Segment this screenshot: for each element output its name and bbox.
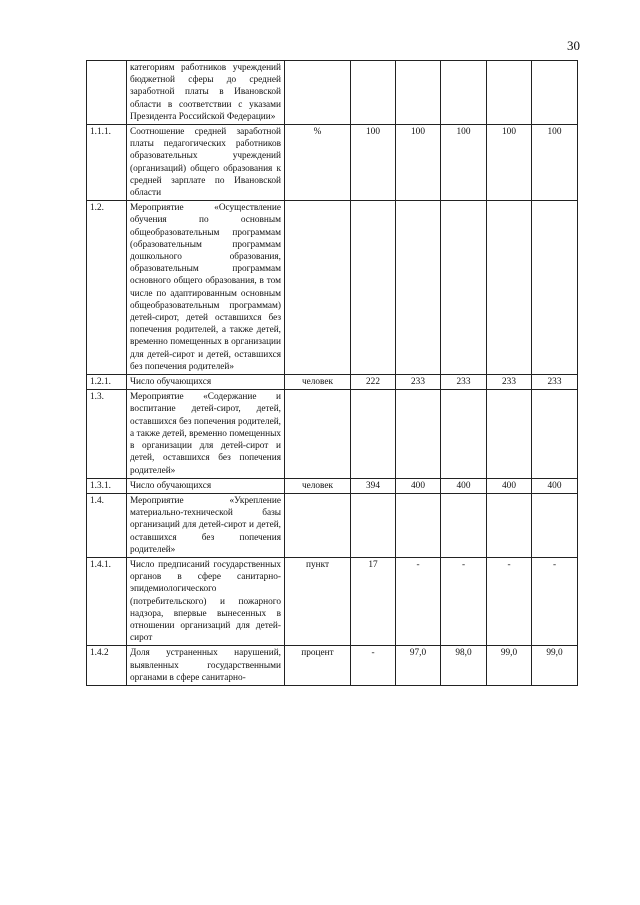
row-value-cell-2: 233 — [396, 375, 441, 390]
row-value-cell-2 — [396, 61, 441, 125]
row-value-cell-3: 233 — [441, 375, 487, 390]
row-value-cell-5: 233 — [532, 375, 578, 390]
row-value-cell-2: 400 — [396, 478, 441, 493]
row-value-cell-3 — [441, 61, 487, 125]
row-number-cell: 1.4.2 — [87, 646, 127, 686]
row-unit-cell: % — [285, 125, 351, 201]
row-value-cell-2: - — [396, 557, 441, 645]
row-name-cell: Мероприятие «Укрепление материально-технической базы организаций для детей-сирот и детей, оставшихся без попечения родителей» — [127, 493, 285, 557]
row-value-cell-2: 97,0 — [396, 646, 441, 686]
row-name-cell: категориям работников учреждений бюджетной сферы до средней заработной платы в Ивановской области в соответствии с указами Президента Российской Федерации» — [127, 61, 285, 125]
row-name-cell: Число обучающихся — [127, 478, 285, 493]
table-row — [87, 493, 578, 557]
table-row — [87, 375, 578, 390]
row-value-cell-1: 17 — [351, 557, 396, 645]
table-row — [87, 61, 578, 125]
row-value-cell-5 — [532, 61, 578, 125]
row-unit-cell — [285, 493, 351, 557]
row-name-cell: Соотношение средней заработной платы педагогических работников образовательных учреждений (организаций) общего образования к средней зарплате по Ивановской области — [127, 125, 285, 201]
page-number: 30 — [567, 38, 580, 53]
table-row — [87, 125, 578, 201]
row-unit-cell: человек — [285, 375, 351, 390]
row-value-cell-4: 99,0 — [487, 646, 532, 686]
table-row — [87, 390, 578, 478]
table-row — [87, 557, 578, 645]
row-name-cell: Число обучающихся — [127, 375, 285, 390]
row-number-cell: 1.2. — [87, 201, 127, 375]
row-value-cell-4 — [487, 493, 532, 557]
row-unit-cell: человек — [285, 478, 351, 493]
row-value-cell-4 — [487, 390, 532, 478]
row-value-cell-4: 400 — [487, 478, 532, 493]
row-unit-cell: процент — [285, 646, 351, 686]
row-value-cell-3 — [441, 390, 487, 478]
row-value-cell-4: - — [487, 557, 532, 645]
row-value-cell-1: 222 — [351, 375, 396, 390]
row-value-cell-4: 233 — [487, 375, 532, 390]
row-value-cell-1: 100 — [351, 125, 396, 201]
row-name-cell: Доля устраненных нарушений, выявленных государственными органами в сфере санитарно- — [127, 646, 285, 686]
row-name-cell: Число предписаний государственных органов в сфере санитарно-эпидемиологического (потребительского) и пожарного надзора, впервые вынесенных в отношении организаций для детей-сирот — [127, 557, 285, 645]
row-value-cell-5: 99,0 — [532, 646, 578, 686]
table-row — [87, 646, 578, 686]
row-value-cell-1: - — [351, 646, 396, 686]
row-value-cell-3: - — [441, 557, 487, 645]
row-name-cell: Мероприятие «Осуществление обучения по основным общеобразовательным программам (образовательным программам дошкольного образования, образовательным программам основного общего образования, в том числе по адаптированным основным общеобразовательным программам) детей-сирот, детей оставшихся без попечения родителей, а также детей, временно помещенных в организации для детей-сирот и детей, оставшихся без попечения родителей» — [127, 201, 285, 375]
row-number-cell: 1.3. — [87, 390, 127, 478]
row-number-cell: 1.4. — [87, 493, 127, 557]
row-value-cell-3 — [441, 201, 487, 375]
row-unit-cell — [285, 390, 351, 478]
row-value-cell-4: 100 — [487, 125, 532, 201]
row-value-cell-1 — [351, 61, 396, 125]
row-value-cell-2 — [396, 390, 441, 478]
row-value-cell-1 — [351, 390, 396, 478]
row-number-cell — [87, 61, 127, 125]
row-number-cell: 1.3.1. — [87, 478, 127, 493]
row-number-cell: 1.2.1. — [87, 375, 127, 390]
row-value-cell-2 — [396, 493, 441, 557]
row-value-cell-5: 100 — [532, 125, 578, 201]
row-value-cell-5: 400 — [532, 478, 578, 493]
row-value-cell-3: 98,0 — [441, 646, 487, 686]
row-value-cell-1 — [351, 493, 396, 557]
row-value-cell-5 — [532, 390, 578, 478]
row-value-cell-3: 400 — [441, 478, 487, 493]
row-value-cell-5 — [532, 493, 578, 557]
row-value-cell-2: 100 — [396, 125, 441, 201]
table-row — [87, 478, 578, 493]
row-value-cell-5 — [532, 201, 578, 375]
row-number-cell: 1.4.1. — [87, 557, 127, 645]
row-value-cell-5: - — [532, 557, 578, 645]
row-unit-cell — [285, 201, 351, 375]
row-value-cell-3: 100 — [441, 125, 487, 201]
indicators-table — [86, 60, 578, 686]
row-value-cell-1 — [351, 201, 396, 375]
row-value-cell-2 — [396, 201, 441, 375]
row-unit-cell — [285, 61, 351, 125]
row-value-cell-4 — [487, 61, 532, 125]
table-row — [87, 201, 578, 375]
row-unit-cell: пункт — [285, 557, 351, 645]
row-value-cell-3 — [441, 493, 487, 557]
row-value-cell-4 — [487, 201, 532, 375]
row-number-cell: 1.1.1. — [87, 125, 127, 201]
row-value-cell-1: 394 — [351, 478, 396, 493]
row-name-cell: Мероприятие «Содержание и воспитание детей-сирот, детей, оставшихся без попечения родителей, а также детей, временно помещенных в организации для детей-сирот и детей, оставшихся без попечения родителей» — [127, 390, 285, 478]
